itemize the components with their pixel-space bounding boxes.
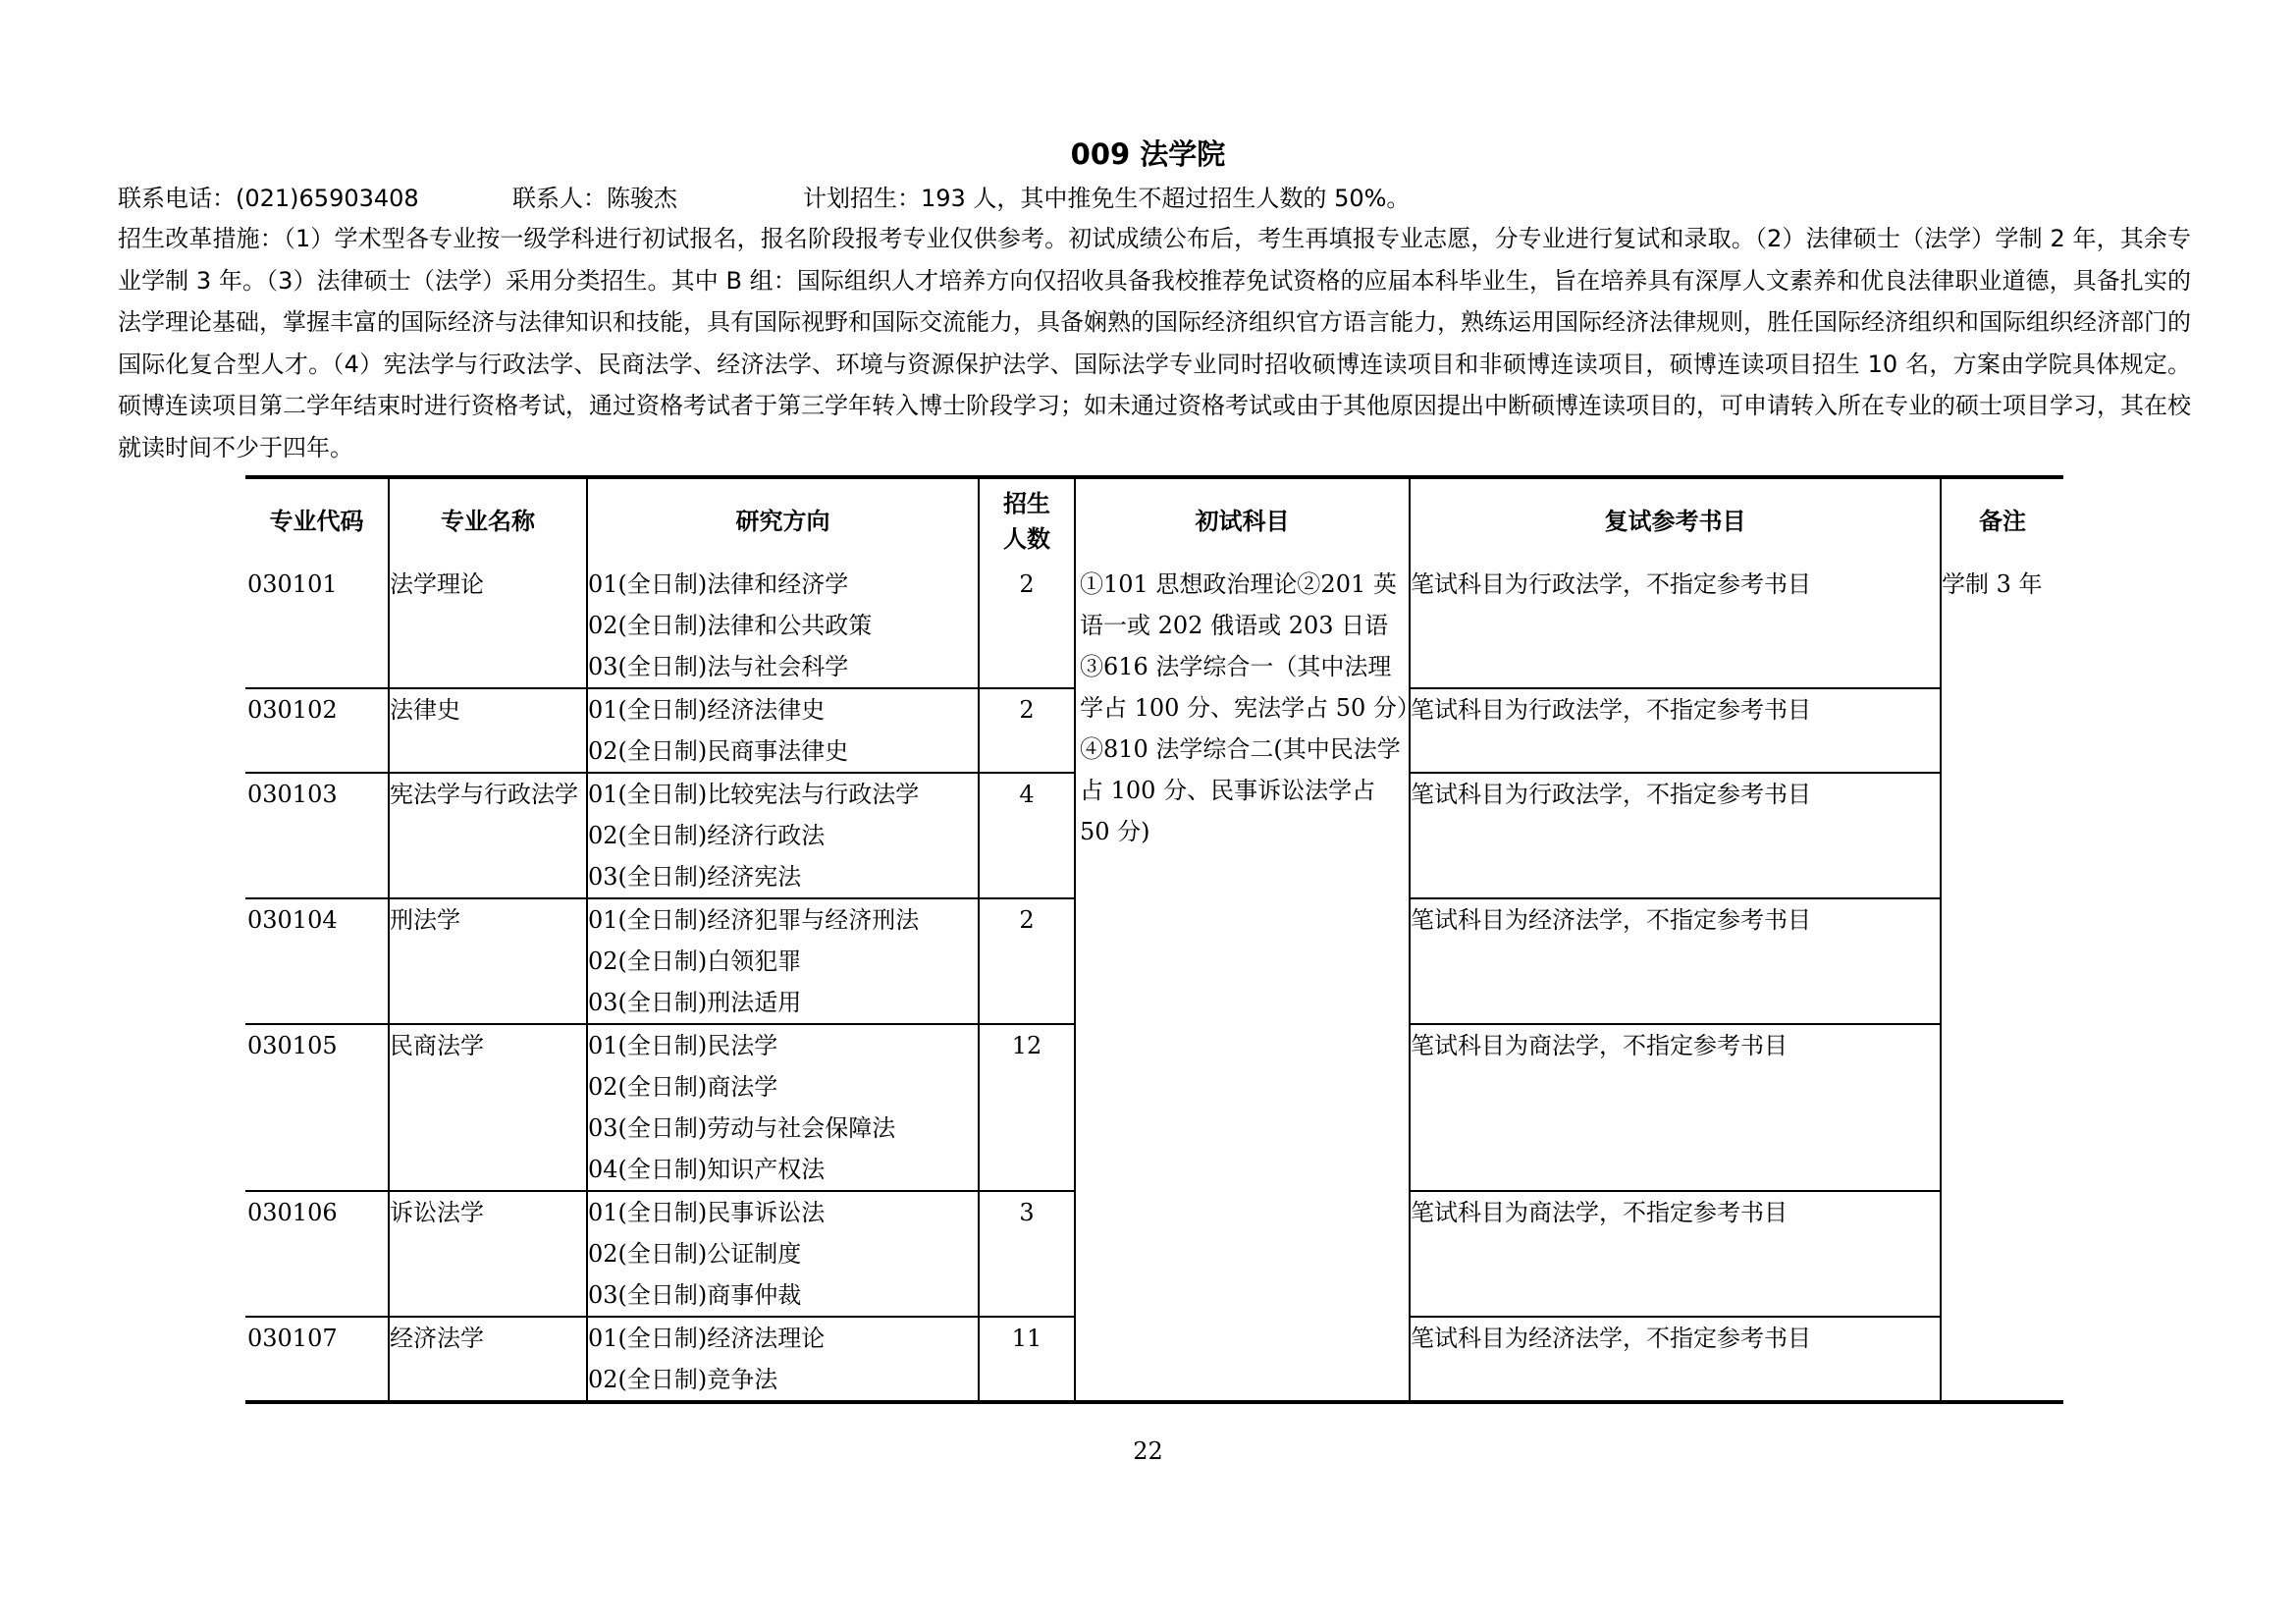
direction-item: 02(全日制)法律和公共政策 bbox=[588, 612, 873, 639]
direction-item: 02(全日制)商法学 bbox=[588, 1073, 778, 1101]
header-count-line1: 招生 bbox=[1003, 490, 1050, 517]
header-remark: 备注 bbox=[1941, 477, 2063, 564]
direction-item: 03(全日制)劳动与社会保障法 bbox=[588, 1114, 896, 1142]
retest-books: 笔试科目为行政法学，不指定参考书目 bbox=[1410, 688, 1941, 773]
program-directions bbox=[587, 688, 979, 773]
direction-item: 03(全日制)经济宪法 bbox=[588, 863, 802, 891]
program-directions bbox=[587, 564, 979, 688]
enrollment-plan: 计划招生：193 人，其中推免生不超过招生人数的 50%。 bbox=[803, 185, 1411, 212]
header-code: 专业代码 bbox=[245, 477, 389, 564]
retest-books: 笔试科目为商法学，不指定参考书目 bbox=[1410, 1191, 1941, 1317]
direction-item: 03(全日制)法与社会科学 bbox=[588, 653, 849, 680]
program-code: 030103 bbox=[245, 773, 389, 898]
enrollment-count: 3 bbox=[979, 1191, 1075, 1317]
program-name: 经济法学 bbox=[389, 1317, 587, 1402]
retest-books: 笔试科目为行政法学，不指定参考书目 bbox=[1410, 564, 1941, 688]
retest-books: 笔试科目为行政法学，不指定参考书目 bbox=[1410, 773, 1941, 898]
direction-item: 01(全日制)经济犯罪与经济刑法 bbox=[588, 906, 920, 934]
table-row bbox=[245, 564, 2063, 688]
direction-item: 02(全日制)经济行政法 bbox=[588, 822, 826, 849]
page-title: 009 法学院 bbox=[1070, 137, 1226, 171]
direction-item: 02(全日制)民商事法律史 bbox=[588, 737, 849, 765]
direction-item: 02(全日制)公证制度 bbox=[588, 1240, 802, 1268]
program-code: 030107 bbox=[245, 1317, 389, 1402]
direction-item: 03(全日制)刑法适用 bbox=[588, 989, 802, 1016]
program-name: 法律史 bbox=[389, 688, 587, 773]
program-name: 刑法学 bbox=[389, 898, 587, 1024]
contact-person: 联系人：陈骏杰 bbox=[512, 185, 677, 212]
direction-item: 01(全日制)法律和经济学 bbox=[588, 570, 849, 598]
program-code: 030106 bbox=[245, 1191, 389, 1317]
page-number: 22 bbox=[1133, 1437, 1163, 1465]
direction-item: 01(全日制)民法学 bbox=[588, 1032, 778, 1059]
program-name: 诉讼法学 bbox=[389, 1191, 587, 1317]
exam-subjects: ①101 思想政治理论②201 英语一或 202 俄语或 203 日语③616 法学综合一（其中法理学占 100 分、宪法学占 50 分）④810 法学综合二(其中民法学占 100 分、民事诉讼法学占 50 分) bbox=[1075, 564, 1410, 1402]
direction-item: 01(全日制)经济法律史 bbox=[588, 696, 826, 724]
program-table bbox=[245, 475, 2063, 1404]
enrollment-count: 2 bbox=[979, 688, 1075, 773]
enrollment-count: 2 bbox=[979, 898, 1075, 1024]
program-code: 030102 bbox=[245, 688, 389, 773]
enrollment-count: 12 bbox=[979, 1024, 1075, 1191]
program-directions bbox=[587, 773, 979, 898]
contact-phone: 联系电话：(021)65903408 bbox=[118, 185, 419, 212]
remark: 学制 3 年 bbox=[1941, 564, 2063, 1402]
retest-books: 笔试科目为经济法学，不指定参考书目 bbox=[1410, 898, 1941, 1024]
enrollment-count: 4 bbox=[979, 773, 1075, 898]
header-retest: 复试参考书目 bbox=[1410, 477, 1941, 564]
enrollment-count: 11 bbox=[979, 1317, 1075, 1402]
program-name: 民商法学 bbox=[389, 1024, 587, 1191]
enrollment-count: 2 bbox=[979, 564, 1075, 688]
program-name: 法学理论 bbox=[389, 564, 587, 688]
program-directions bbox=[587, 1317, 979, 1402]
direction-item: 02(全日制)竞争法 bbox=[588, 1366, 778, 1393]
program-code: 030104 bbox=[245, 898, 389, 1024]
header-count bbox=[979, 477, 1075, 564]
header-name: 专业名称 bbox=[389, 477, 587, 564]
contact-line bbox=[118, 181, 1410, 216]
program-directions bbox=[587, 898, 979, 1024]
retest-books: 笔试科目为经济法学，不指定参考书目 bbox=[1410, 1317, 1941, 1402]
direction-item: 02(全日制)白领犯罪 bbox=[588, 947, 802, 975]
program-code: 030105 bbox=[245, 1024, 389, 1191]
direction-item: 03(全日制)商事仲裁 bbox=[588, 1281, 802, 1309]
header-count-line2: 人数 bbox=[1003, 525, 1050, 553]
header-exam: 初试科目 bbox=[1075, 477, 1410, 564]
direction-item: 01(全日制)比较宪法与行政法学 bbox=[588, 781, 920, 808]
program-name: 宪法学与行政法学 bbox=[389, 773, 587, 898]
direction-item: 01(全日制)民事诉讼法 bbox=[588, 1199, 826, 1226]
reform-measures: 招生改革措施：（1）学术型各专业按一级学科进行初试报名，报名阶段报考专业仅供参考。初试成绩公布后，考生再填报专业志愿，分专业进行复试和录取。（2）法律硕士（法学）学制 2 年，其余专业学制 3 年。（3）法律硕士（法学）采用分类招生。其中 B 组：国际组织人才培养方向仅招收具备我校推荐免试资格的应届本科毕业生，旨在培养具有深厚人文素养和优良法律职业道德，具备扎实的法学理论基础，掌握丰富的国际经济与法律知识和技能，具有国际视野和国际交流能力，具备娴熟的国际经济组织官方语言能力，熟练运用国际经济法律规则，胜任国际经济组织和国际组织经济部门的国际化复合型人才。（4）宪法学与行政法学、民商法学、经济法学、环境与资源保护法学、国际法学专业同时招收硕博连读项目和非硕博连读项目，硕博连读项目招生 10 名，方案由学院具体规定。硕博连读项目第二学年结束时进行资格考试，通过资格考试者于第三学年转入博士阶段学习；如未通过资格考试或由于其他原因提出中断硕博连读项目的，可申请转入所在专业的硕士项目学习，其在校就读时间不少于四年。 bbox=[118, 225, 2191, 461]
direction-item: 01(全日制)经济法理论 bbox=[588, 1325, 826, 1352]
program-directions bbox=[587, 1191, 979, 1317]
program-code: 030101 bbox=[245, 564, 389, 688]
header-direction: 研究方向 bbox=[587, 477, 979, 564]
direction-item: 04(全日制)知识产权法 bbox=[588, 1156, 826, 1183]
retest-books: 笔试科目为商法学，不指定参考书目 bbox=[1410, 1024, 1941, 1191]
program-directions bbox=[587, 1024, 979, 1191]
